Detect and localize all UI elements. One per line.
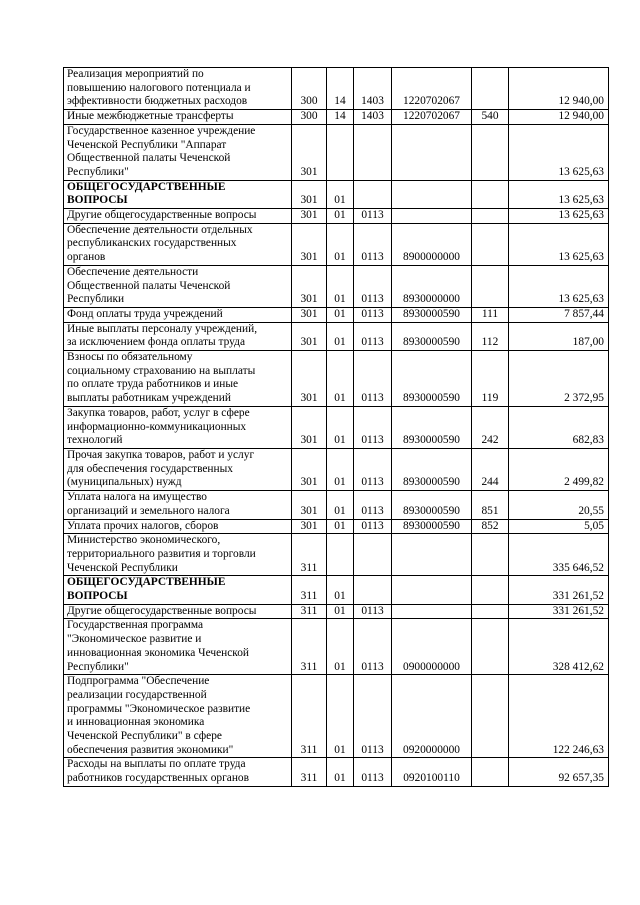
row-amount: 2 372,95 bbox=[509, 351, 609, 407]
row-name: Фонд оплаты труда учреждений bbox=[64, 307, 292, 322]
table-row bbox=[64, 576, 609, 604]
row-section-code: 01 bbox=[327, 223, 354, 265]
row-target-article: 8900000000 bbox=[392, 223, 472, 265]
row-name: Иные межбюджетные трансферты bbox=[64, 110, 292, 125]
row-amount: 7 857,44 bbox=[509, 307, 609, 322]
row-section-code: 01 bbox=[327, 675, 354, 758]
row-name: Государственное казенное учреждение Чеченской Республики "Аппарат Общественной палаты Чеченской Республики" bbox=[64, 124, 292, 180]
row-name: Расходы на выплаты по оплате труда работников государственных органов bbox=[64, 758, 292, 786]
row-expense-type: 242 bbox=[472, 406, 509, 448]
row-ved-code: 311 bbox=[292, 758, 327, 786]
row-subsection-code: 0113 bbox=[354, 758, 392, 786]
row-amount: 13 625,63 bbox=[509, 223, 609, 265]
row-ved-code: 301 bbox=[292, 351, 327, 407]
row-subsection-code: 0113 bbox=[354, 406, 392, 448]
row-expense-type: 112 bbox=[472, 322, 509, 350]
table-row bbox=[64, 110, 609, 125]
table-row bbox=[64, 604, 609, 619]
row-amount: 13 625,63 bbox=[509, 180, 609, 208]
table-row bbox=[64, 322, 609, 350]
row-amount: 682,83 bbox=[509, 406, 609, 448]
row-subsection-code: 1403 bbox=[354, 68, 392, 110]
row-name: Другие общегосударственные вопросы bbox=[64, 604, 292, 619]
row-target-article: 8930000590 bbox=[392, 307, 472, 322]
row-section-code: 01 bbox=[327, 322, 354, 350]
row-subsection-code bbox=[354, 534, 392, 576]
row-target-article bbox=[392, 604, 472, 619]
row-target-article: 8930000000 bbox=[392, 265, 472, 307]
table-row bbox=[64, 675, 609, 758]
row-section-code: 01 bbox=[327, 758, 354, 786]
row-ved-code: 301 bbox=[292, 448, 327, 490]
row-target-article: 1220702067 bbox=[392, 110, 472, 125]
row-expense-type bbox=[472, 209, 509, 224]
row-amount: 12 940,00 bbox=[509, 68, 609, 110]
row-section-code bbox=[327, 124, 354, 180]
row-section-code: 01 bbox=[327, 209, 354, 224]
row-subsection-code bbox=[354, 576, 392, 604]
row-ved-code: 311 bbox=[292, 534, 327, 576]
row-amount: 20,55 bbox=[509, 491, 609, 519]
row-target-article: 8930000590 bbox=[392, 406, 472, 448]
row-name: ОБЩЕГОСУДАРСТВЕННЫЕ ВОПРОСЫ bbox=[64, 180, 292, 208]
row-expense-type bbox=[472, 619, 509, 675]
row-ved-code: 301 bbox=[292, 180, 327, 208]
row-section-code: 14 bbox=[327, 110, 354, 125]
row-section-code: 01 bbox=[327, 576, 354, 604]
row-section-code bbox=[327, 534, 354, 576]
table-row bbox=[64, 491, 609, 519]
row-amount: 13 625,63 bbox=[509, 209, 609, 224]
row-subsection-code: 1403 bbox=[354, 110, 392, 125]
row-expense-type bbox=[472, 576, 509, 604]
row-amount: 13 625,63 bbox=[509, 124, 609, 180]
row-name: Министерство экономического, территориального развития и торговли Чеченской Республики bbox=[64, 534, 292, 576]
row-target-article: 8930000590 bbox=[392, 351, 472, 407]
table-row bbox=[64, 223, 609, 265]
row-target-article bbox=[392, 124, 472, 180]
row-subsection-code: 0113 bbox=[354, 265, 392, 307]
row-target-article bbox=[392, 180, 472, 208]
row-name: Иные выплаты персоналу учреждений, за исключением фонда оплаты труда bbox=[64, 322, 292, 350]
row-amount: 2 499,82 bbox=[509, 448, 609, 490]
row-name: Государственная программа "Экономическое развитие и инновационная экономика Чеченской Республики" bbox=[64, 619, 292, 675]
row-name: ОБЩЕГОСУДАРСТВЕННЫЕ ВОПРОСЫ bbox=[64, 576, 292, 604]
row-subsection-code bbox=[354, 180, 392, 208]
row-target-article bbox=[392, 576, 472, 604]
row-target-article bbox=[392, 209, 472, 224]
table-body bbox=[64, 68, 609, 787]
row-ved-code: 300 bbox=[292, 68, 327, 110]
row-amount: 13 625,63 bbox=[509, 265, 609, 307]
row-ved-code: 301 bbox=[292, 265, 327, 307]
table-row bbox=[64, 307, 609, 322]
row-section-code: 01 bbox=[327, 604, 354, 619]
row-expense-type bbox=[472, 124, 509, 180]
row-subsection-code: 0113 bbox=[354, 223, 392, 265]
table-row bbox=[64, 758, 609, 786]
row-ved-code: 311 bbox=[292, 619, 327, 675]
row-subsection-code bbox=[354, 124, 392, 180]
row-subsection-code: 0113 bbox=[354, 307, 392, 322]
table-row bbox=[64, 209, 609, 224]
row-target-article: 0920000000 bbox=[392, 675, 472, 758]
row-name: Обеспечение деятельности отдельных республиканских государственных органов bbox=[64, 223, 292, 265]
row-name: Взносы по обязательному социальному страхованию на выплаты по оплате труда работников и иные выплаты работникам учреждений bbox=[64, 351, 292, 407]
row-expense-type: 851 bbox=[472, 491, 509, 519]
row-target-article: 8930000590 bbox=[392, 322, 472, 350]
row-expense-type bbox=[472, 675, 509, 758]
row-amount: 331 261,52 bbox=[509, 576, 609, 604]
row-section-code: 01 bbox=[327, 519, 354, 534]
row-section-code: 01 bbox=[327, 307, 354, 322]
table-row bbox=[64, 265, 609, 307]
row-subsection-code: 0113 bbox=[354, 519, 392, 534]
row-ved-code: 301 bbox=[292, 223, 327, 265]
row-expense-type bbox=[472, 180, 509, 208]
row-ved-code: 311 bbox=[292, 576, 327, 604]
row-name: Уплата прочих налогов, сборов bbox=[64, 519, 292, 534]
row-section-code: 01 bbox=[327, 406, 354, 448]
row-section-code: 01 bbox=[327, 491, 354, 519]
row-amount: 92 657,35 bbox=[509, 758, 609, 786]
row-ved-code: 311 bbox=[292, 675, 327, 758]
row-target-article bbox=[392, 534, 472, 576]
row-expense-type bbox=[472, 68, 509, 110]
row-expense-type bbox=[472, 604, 509, 619]
row-subsection-code: 0113 bbox=[354, 675, 392, 758]
row-ved-code: 301 bbox=[292, 322, 327, 350]
row-name: Уплата налога на имущество организаций и земельного налога bbox=[64, 491, 292, 519]
row-expense-type bbox=[472, 265, 509, 307]
table-row bbox=[64, 180, 609, 208]
row-section-code: 01 bbox=[327, 180, 354, 208]
row-ved-code: 301 bbox=[292, 124, 327, 180]
row-subsection-code: 0113 bbox=[354, 209, 392, 224]
table-row bbox=[64, 406, 609, 448]
row-target-article: 0900000000 bbox=[392, 619, 472, 675]
table-row bbox=[64, 68, 609, 110]
table-row bbox=[64, 448, 609, 490]
row-section-code: 01 bbox=[327, 619, 354, 675]
row-expense-type bbox=[472, 534, 509, 576]
row-section-code: 01 bbox=[327, 351, 354, 407]
table-row bbox=[64, 619, 609, 675]
row-name: Подпрограмма "Обеспечение реализации государственной программы "Экономическое развитие и инновационная экономика Чеченской Республики" в сфере обеспечения развития экономики" bbox=[64, 675, 292, 758]
row-amount: 328 412,62 bbox=[509, 619, 609, 675]
row-ved-code: 301 bbox=[292, 491, 327, 519]
row-expense-type: 119 bbox=[472, 351, 509, 407]
row-section-code: 14 bbox=[327, 68, 354, 110]
row-amount: 187,00 bbox=[509, 322, 609, 350]
row-name: Обеспечение деятельности Общественной палаты Чеченской Республики bbox=[64, 265, 292, 307]
row-ved-code: 301 bbox=[292, 406, 327, 448]
row-expense-type: 540 bbox=[472, 110, 509, 125]
row-expense-type bbox=[472, 223, 509, 265]
row-target-article: 8930000590 bbox=[392, 491, 472, 519]
row-section-code: 01 bbox=[327, 448, 354, 490]
row-subsection-code: 0113 bbox=[354, 322, 392, 350]
row-expense-type: 111 bbox=[472, 307, 509, 322]
row-section-code: 01 bbox=[327, 265, 354, 307]
row-subsection-code: 0113 bbox=[354, 619, 392, 675]
row-amount: 12 940,00 bbox=[509, 110, 609, 125]
row-amount: 5,05 bbox=[509, 519, 609, 534]
row-subsection-code: 0113 bbox=[354, 604, 392, 619]
row-expense-type bbox=[472, 758, 509, 786]
row-subsection-code: 0113 bbox=[354, 448, 392, 490]
row-amount: 331 261,52 bbox=[509, 604, 609, 619]
row-name: Другие общегосударственные вопросы bbox=[64, 209, 292, 224]
table-row bbox=[64, 351, 609, 407]
row-name: Прочая закупка товаров, работ и услуг для обеспечения государственных (муниципальных) нужд bbox=[64, 448, 292, 490]
row-amount: 335 646,52 bbox=[509, 534, 609, 576]
row-expense-type: 852 bbox=[472, 519, 509, 534]
row-subsection-code: 0113 bbox=[354, 351, 392, 407]
row-ved-code: 301 bbox=[292, 209, 327, 224]
row-expense-type: 244 bbox=[472, 448, 509, 490]
row-name: Закупка товаров, работ, услуг в сфере информационно-коммуникационных технологий bbox=[64, 406, 292, 448]
row-target-article: 1220702067 bbox=[392, 68, 472, 110]
row-ved-code: 301 bbox=[292, 307, 327, 322]
table-row bbox=[64, 124, 609, 180]
row-ved-code: 301 bbox=[292, 519, 327, 534]
row-target-article: 8930000590 bbox=[392, 519, 472, 534]
row-ved-code: 311 bbox=[292, 604, 327, 619]
row-subsection-code: 0113 bbox=[354, 491, 392, 519]
row-target-article: 8930000590 bbox=[392, 448, 472, 490]
table-row bbox=[64, 534, 609, 576]
budget-table bbox=[63, 67, 609, 787]
row-target-article: 0920100110 bbox=[392, 758, 472, 786]
row-name: Реализация мероприятий по повышению налогового потенциала и эффективности бюджетных расходов bbox=[64, 68, 292, 110]
row-ved-code: 300 bbox=[292, 110, 327, 125]
table-row bbox=[64, 519, 609, 534]
row-amount: 122 246,63 bbox=[509, 675, 609, 758]
